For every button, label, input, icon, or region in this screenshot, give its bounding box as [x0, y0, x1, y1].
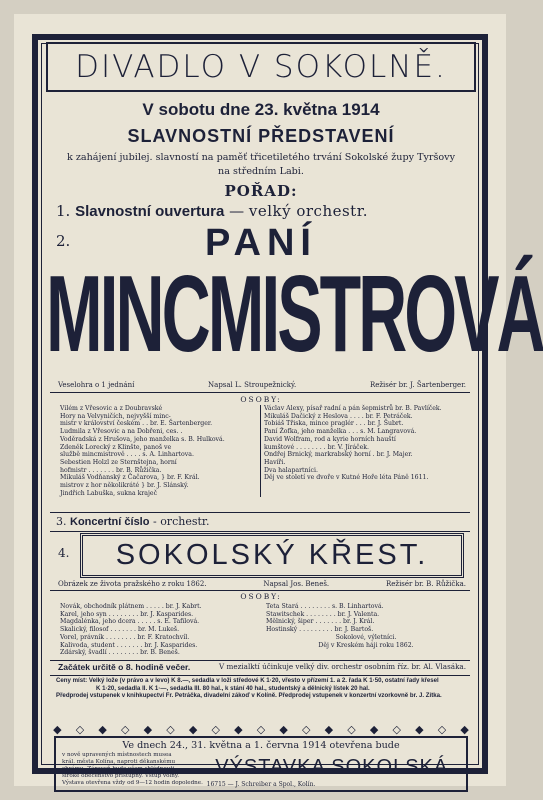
- divider: [50, 512, 470, 513]
- prices: [56, 677, 468, 700]
- cast-line: Děj v Kreském háji roku 1862.: [318, 641, 414, 649]
- start-time: Začátek určitě o 8. hodině večer.: [58, 662, 191, 672]
- divider: [50, 675, 470, 676]
- program-heading: POŘAD:: [224, 182, 298, 200]
- divider: [50, 660, 470, 661]
- printer-line: 16715 — J. Schreiber a Spol., Kolín.: [206, 781, 316, 788]
- program-item-1: [56, 202, 476, 220]
- cast-line: Karel, jeho syn . . . . . . . . br. J. Kasparides.: [60, 610, 194, 618]
- cast-line: Zdárský, švadlí . . . . . . . . br. B. Beneš.: [60, 649, 180, 657]
- item-performer: orchestr.: [160, 515, 210, 528]
- director-text: Režisér br. B. Růžička.: [385, 580, 466, 588]
- cast-line: Hostinský . . . . . . . . . br. J. Bartoš.: [266, 626, 374, 634]
- item-dash: -: [152, 515, 157, 528]
- cast-line: Ludmila z Vřesovic a na Dobřeni, ces. .: [60, 428, 183, 436]
- cast-line: mistrov z hor několikráté } br. J. Slánský.: [60, 482, 189, 490]
- cast-line: Ondřej Brnický, markrabský horní . br. J. Majer.: [264, 451, 413, 459]
- ornament-band: ◆ ◇ ◆ ◇ ◆ ◇ ◆ ◇ ◆ ◇ ◆ ◇ ◆ ◇ ◆ ◇ ◆ ◇ ◆: [53, 723, 469, 736]
- cast-line: hofmistr . . . . . . . br. B. Růžička.: [60, 466, 162, 474]
- cast-line: Mělnický, šiper . . . . . . . br. J. Král.: [266, 618, 375, 626]
- item-4-number: 4.: [58, 546, 70, 560]
- program-item-3: [56, 515, 476, 528]
- price-line: Ceny míst: Velký lože (v právo a v levo) K 8.—, sedadla v loži středové K 1·20, vřesto v přízemí 1. a 2. řada K 1·50, ostatní řady křesel: [56, 677, 439, 684]
- genre-text: Veselohra o 1 jednání: [58, 381, 135, 389]
- cast-line: Sokolové, výletníci.: [335, 633, 397, 641]
- detail-line: král. města Kolína, naproti děkanskému: [62, 759, 176, 765]
- author-text: Napsal L. Stroupežnický.: [208, 381, 297, 389]
- cast1-left: [60, 405, 256, 497]
- cast-line: Vilém z Vřesovic a z Doubravské: [60, 405, 163, 412]
- cast-heading-2: OSOBY:: [240, 592, 282, 601]
- cast-line: Zdeněk Lorecký z Klinšte, panoš ve: [60, 443, 172, 451]
- detail-line: Výstava otevřena vždy od 9—12 hodin dopoledne.: [62, 780, 203, 786]
- orchestra-note: V mezialktí účinkuje velký div. orchestr osobním říz. br. Al. Vlasáka.: [219, 662, 466, 671]
- price-line: Předprodej vstupenek v knihkupectví Fr. Petráčka, divadelní zákoď v Kolíně. Předprodej vstupenek v konzertní vzorkovně br. J. Zítka.: [56, 692, 442, 700]
- cast-line: Paní Žofka, jeho manželka . . . s. M. Langravová.: [264, 428, 417, 436]
- item-dash: —: [229, 202, 245, 220]
- cast-line: službě mincmistrově . . . . s. A. Linhartova.: [60, 451, 194, 459]
- detail-line: široké obecenstvo přístupny. Vstup volný.: [62, 773, 180, 779]
- cast-divider: [260, 405, 261, 497]
- cast1-right: [264, 405, 468, 482]
- play1-info: [58, 381, 466, 389]
- cast-line: Voděradská z Hrušova, jeho manželka s. B. Hulková.: [60, 435, 225, 443]
- cast2-left: [60, 603, 256, 657]
- cast-line: Tobiáš Třiska, mince praglér . . . br. J. Šubrt.: [264, 420, 404, 428]
- item-performer: velký orchestr.: [248, 202, 368, 220]
- second-play-title: SOKOLSKÝ KŘEST.: [115, 539, 429, 571]
- cast-line: Dva halapartníci.: [264, 466, 318, 474]
- price-line: K 1·20, sedadla II. K 1·—, sedadla III. 80 hal., k stání 40 hal., studentský a dělnický lístek 20 hal.: [96, 684, 370, 692]
- cast-line: Stawitschek . . . . . . . . br. J. Valenta.: [266, 610, 380, 618]
- cast-line: Mikuláš Dačický z Heslova . . . . br. F. Petráček.: [264, 412, 413, 420]
- play2-info: [58, 580, 466, 588]
- cast-line: Skalický, filosof . . . . . . . br. M. Lukeš.: [60, 626, 180, 634]
- cast-line: Mikuláš Vodňanský z Čačarova, } br. F. Král.: [60, 474, 200, 482]
- subtitle-line-1: k zahájení jubilej. slavností na paměť třicetiletého trvání Sokolské župy Tyršovy: [66, 152, 456, 163]
- cast-line: Hory na Velvyničích, nejvyšší minc-: [60, 412, 171, 420]
- cast-line: Magdalénka, jeho dcera . . . . . s. E. Tafilová.: [60, 618, 200, 626]
- divider: [50, 392, 470, 393]
- item-name: Koncertní číslo: [70, 516, 150, 528]
- play-title-small: PANÍ: [205, 222, 317, 264]
- theater-title: DIVADLO V SOKOLNĚ.: [75, 49, 447, 85]
- cast-line: Novák, obchodník plátnem . . . . . br. J. Kabrt.: [60, 603, 202, 610]
- divider: [50, 531, 470, 532]
- play-title-large: MINCMISTROVÁ: [46, 253, 543, 375]
- play-title-wrapper: [46, 253, 543, 375]
- cast-line: Havíři.: [264, 458, 286, 466]
- second-play-box: [80, 533, 464, 578]
- cast-line: Jindřich Labuška, sukna kraječ: [60, 489, 158, 497]
- item-number: 1.: [56, 202, 71, 220]
- cast-line: Děj ve století ve dvoře v Kutné Hoře léta Páně 1611.: [264, 474, 429, 482]
- detail-line: v nově upravených místnostech musea: [62, 752, 172, 758]
- event-title: SLAVNOSTNÍ PŘEDSTAVENÍ: [127, 126, 395, 146]
- divider: [50, 590, 470, 591]
- cast-line: kumštové . . . . . . . . br. V. Jíráček.: [264, 443, 370, 451]
- subtitle-line-2: na středním Labi.: [218, 166, 304, 177]
- cast-line: mistr v království českém . . br. E. Šartenberger.: [60, 420, 213, 428]
- item-name: Slavnostní ouvertura: [75, 203, 225, 220]
- item-number: 3.: [56, 515, 67, 528]
- date-line: V sobotu dne 23. května 1914: [142, 100, 380, 119]
- cast-line: David Wolfram, rod a kyrie horních hauští: [264, 435, 396, 443]
- cast-line: Vorel, právník . . . . . . . . br. F. Kratochvíl.: [60, 633, 190, 641]
- genre-text: Obrázek ze života pražského z roku 1862.: [58, 580, 207, 588]
- cast-heading-1: OSOBY:: [240, 395, 282, 404]
- cast2-right: [266, 603, 466, 649]
- start-info: [58, 662, 466, 672]
- cast-line: Václav Alexy, písař radní a pán šepmistrů br. B. Pavlíček.: [264, 405, 442, 412]
- director-text: Režisér br. J. Šartenberger.: [369, 381, 466, 389]
- cast-line: Teta Stará . . . . . . . . s. B. Linhartová.: [266, 603, 384, 610]
- cast-line: Kalivoda, student . . . . . . . br. J. Kasparides.: [60, 641, 198, 649]
- item-2-number: 2.: [56, 232, 71, 250]
- author-text: Napsal Jos. Beneš.: [263, 580, 330, 588]
- theater-header: [46, 42, 476, 92]
- cast-line: Sebestien Holzl ze Sternštejna, horní: [60, 458, 177, 466]
- exhibition-title: VÝSTAVKA SOKOLSKÁ.: [215, 756, 455, 778]
- exhibition-dates: Ve dnech 24., 31. května a 1. června 1914 otevřena bude: [122, 740, 400, 751]
- detail-line: chrámu. Zároveň bude všem shlédnouti: [62, 766, 175, 772]
